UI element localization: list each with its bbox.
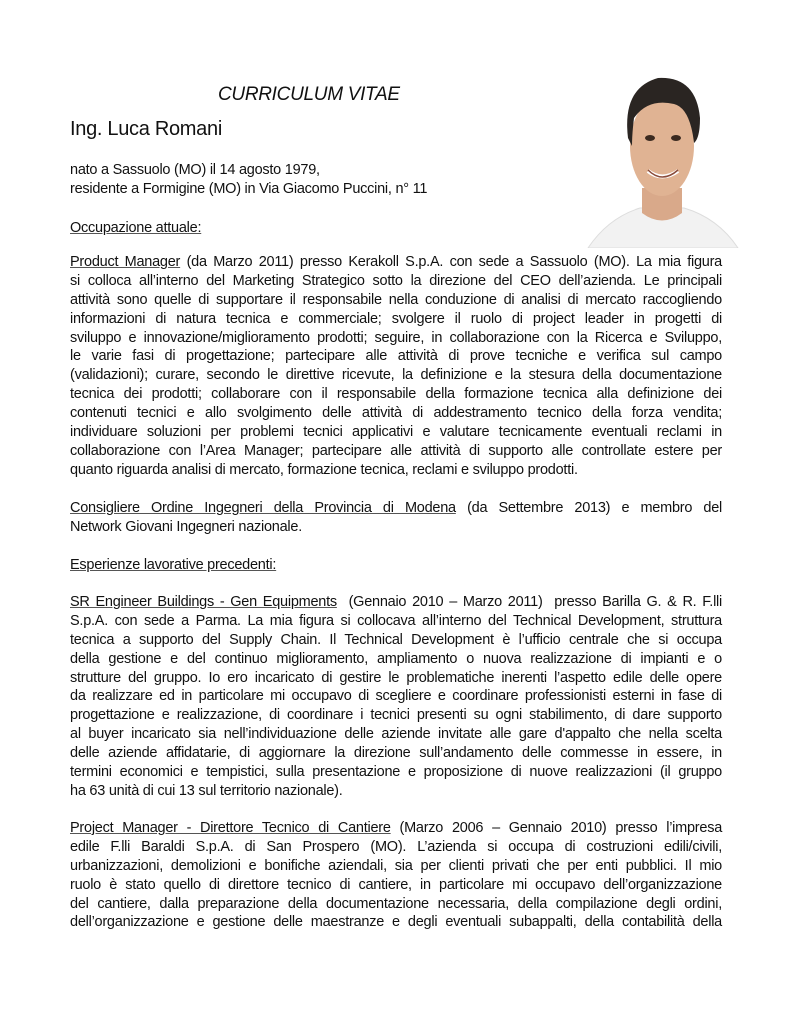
document-title: CURRICULUM VITAE [218, 84, 400, 105]
text-line: dell’organizzazione e gestione delle maestranze e degli eventuali subappalti, della contabilità della [70, 914, 722, 931]
text-line: ha 63 unità di cui 13 sul territorio nazionale). [70, 782, 343, 799]
text-line: al buyer incaricato sia nell’individuazione delle aziende invitate alle gare d'appalto che nella scelta [70, 726, 722, 743]
text-line: quanto riguarda analisi di mercato, formazione tecnica, reclami e sviluppo prodotti. [70, 461, 578, 478]
birth-info: nato a Sassuolo (MO) il 14 agosto 1979, [70, 162, 320, 178]
text-line: collaborazione con l’Area Manager; partecipare alle attività di supporto alle controllate estere per [70, 442, 722, 459]
paragraph-sr-engineer [70, 593, 722, 801]
text-line: strutture del gruppo. Io ero incaricato di gestire le problematiche inerenti l’aspetto edile delle opere [70, 669, 722, 686]
text-line: le varie fasi di progettazione; partecipare alle attività di prove tecniche e verifica sul campo [70, 348, 722, 365]
text-line: del cantiere, dalla preparazione della documentazione necessaria, della compilazione degli ordini, [70, 895, 722, 912]
text-line: (da Settembre 2013) e membro del [455, 500, 722, 516]
text-line: (validazioni); curare, secondo le direttive ricevute, la definizione e la stesura della documentazione [70, 367, 722, 384]
role-title: Product Manager [70, 254, 181, 270]
text-line: (Gennaio 2010 – Marzo 2011) presso Barilla G. & R. F.lli [336, 594, 723, 610]
text-line: da realizzare ed in particolare mi occupavo di scegliere e coordinare professionisti esterni in fase di [70, 688, 722, 705]
text-line: progettazione e realizzazione, di coordinare i tecnici presenti su ogni stabilimento, di dare supporto [70, 707, 722, 724]
text-line: delle aziende affidatarie, di aggiornare la direzione sull’andamento delle commesse in essere, in [70, 745, 722, 762]
profile-photo [578, 68, 746, 248]
text-line: S.p.A. con sede a Parma. La mia figura si collocava all’interno del Technical Development, struttura [70, 612, 722, 629]
text-line: individuare soluzioni per problemi tecnici applicativi e valutare tecnicamente eventuali reclami in [70, 424, 722, 441]
text-line: ruolo è stato quello di direttore tecnico di cantiere, in particolare mi occupavo dell’organizzazione [70, 876, 722, 893]
text-line: sviluppo e innovazione/miglioramento prodotti; seguire, in collaborazione con la Ricerca e Sviluppo, [70, 329, 722, 346]
text-line: (Marzo 2006 – Gennaio 2010) presso l’impresa [390, 820, 723, 836]
role-title: SR Engineer Buildings - Gen Equipments [70, 594, 337, 610]
text-line: tecnica a supporto del Supply Chain. Il Technical Development è l’ufficio centrale che si occupa [70, 631, 722, 648]
section-current-occupation: Occupazione attuale: [70, 220, 202, 236]
text-line: (da Marzo 2011) presso Kerakoll S.p.A. con sede a Sassuolo (MO). La mia figura [180, 254, 722, 270]
role-title: Project Manager - Direttore Tecnico di Cantiere [70, 820, 391, 836]
paragraph-product-manager [70, 253, 722, 480]
text-line: urbanizzazioni, demolizioni e bonifiche aziendali, sia per clienti privati che per enti pubblici. Il mio [70, 857, 722, 874]
section-previous-experience: Esperienze lavorative precedenti: [70, 557, 277, 573]
text-line: Network Giovani Ingegneri nazionale. [70, 518, 302, 535]
residence-info: residente a Formigine (MO) in Via Giacomo Puccini, n° 11 [70, 181, 428, 197]
text-line: tecnica dei prodotti; collaborare con il responsabile della formazione tecnica alla definizione dei [70, 386, 722, 403]
text-line: termini economici e tempistici, sulla presentazione e proposizione di nuove realizzazioni (il gruppo [70, 764, 722, 781]
text-line: edile F.lli Baraldi S.p.A. di San Prospero (MO). L’azienda si occupa di costruzioni edili/civili, [70, 838, 722, 855]
person-name: Ing. Luca Romani [70, 118, 222, 140]
paragraph-consigliere [70, 499, 722, 537]
text-line: attività sono quelle di supportare il responsabile nella conduzione di analisi di mercato raccogliendo [70, 291, 722, 308]
text-line: informazioni di natura tecnica e commerciale; svolgere il ruolo di project leader in progetti di [70, 310, 722, 327]
text-line: della gestione e del continuo miglioramento, ampliamento o nuova realizzazione di impianti e o [70, 650, 722, 667]
paragraph-project-manager [70, 819, 722, 932]
role-title: Consigliere Ordine Ingegneri della Provincia di Modena [70, 500, 456, 516]
text-line: si colloca all’interno del Marketing Strategico sotto la direzione del CEO dell’azienda. Le principali [70, 272, 722, 289]
text-line: contenuti tecnici e allo svolgimento delle attività di addestramento tecnico della forza vendita; [70, 405, 722, 422]
